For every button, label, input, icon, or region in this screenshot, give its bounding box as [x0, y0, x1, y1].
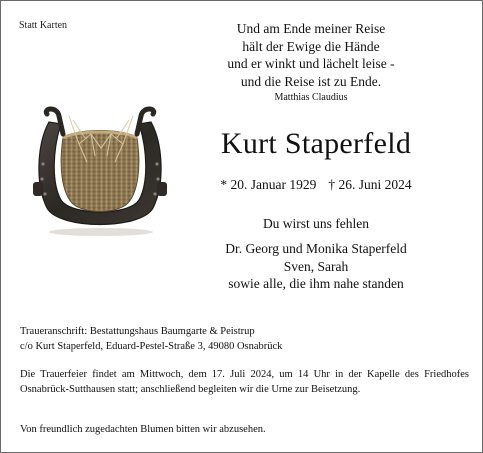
birth-date: * 20. Januar 1929 [220, 177, 317, 192]
poem-line: hält der Ewige die Hände [242, 38, 380, 54]
farewell-line: Du wirst uns fehlen [262, 216, 370, 231]
poem [206, 20, 416, 105]
death-date: † 26. Juni 2024 [328, 177, 412, 192]
mourning-address [20, 324, 469, 354]
ceremony-notice: Die Trauerfeier findet am Mittwoch, dem 17. Juli 2024, um 14 Uhr in der Kapelle des Friedhofes Osnabrück-Sutthausen statt; anschließend begleiten wir die Urne zur Beisetzung. [20, 369, 469, 395]
mourners-list [191, 240, 441, 293]
horseshoe-basket-icon [29, 104, 171, 238]
mourner-line: Dr. Georg und Monika Staperfeld [225, 241, 407, 256]
mourner-line: sowie alle, die ihm nahe standen [228, 276, 404, 291]
poem-author: Matthias Claudius [274, 92, 348, 103]
poem-line: und die Reise ist zu Ende. [240, 73, 382, 89]
address-line: c/o Kurt Staperfeld, Eduard-Pestel-Straße 3, 49080 Osnabrück [20, 341, 283, 352]
mourner-line: Sven, Sarah [283, 258, 349, 274]
flowers-notice: Von freundlich zugedachten Blumen bitten wir abzusehen. [20, 424, 266, 435]
deceased-name: Kurt Staperfeld [220, 127, 412, 160]
life-dates [191, 177, 441, 193]
poem-line: und er winkt und lächelt leise - [227, 56, 395, 71]
statt-karten-label: Statt Karten [19, 20, 68, 31]
address-line: Traueranschrift: Bestattungshaus Baumgarte & Peistrup [20, 326, 255, 337]
poem-line: Und am Ende meiner Reise [236, 21, 386, 36]
